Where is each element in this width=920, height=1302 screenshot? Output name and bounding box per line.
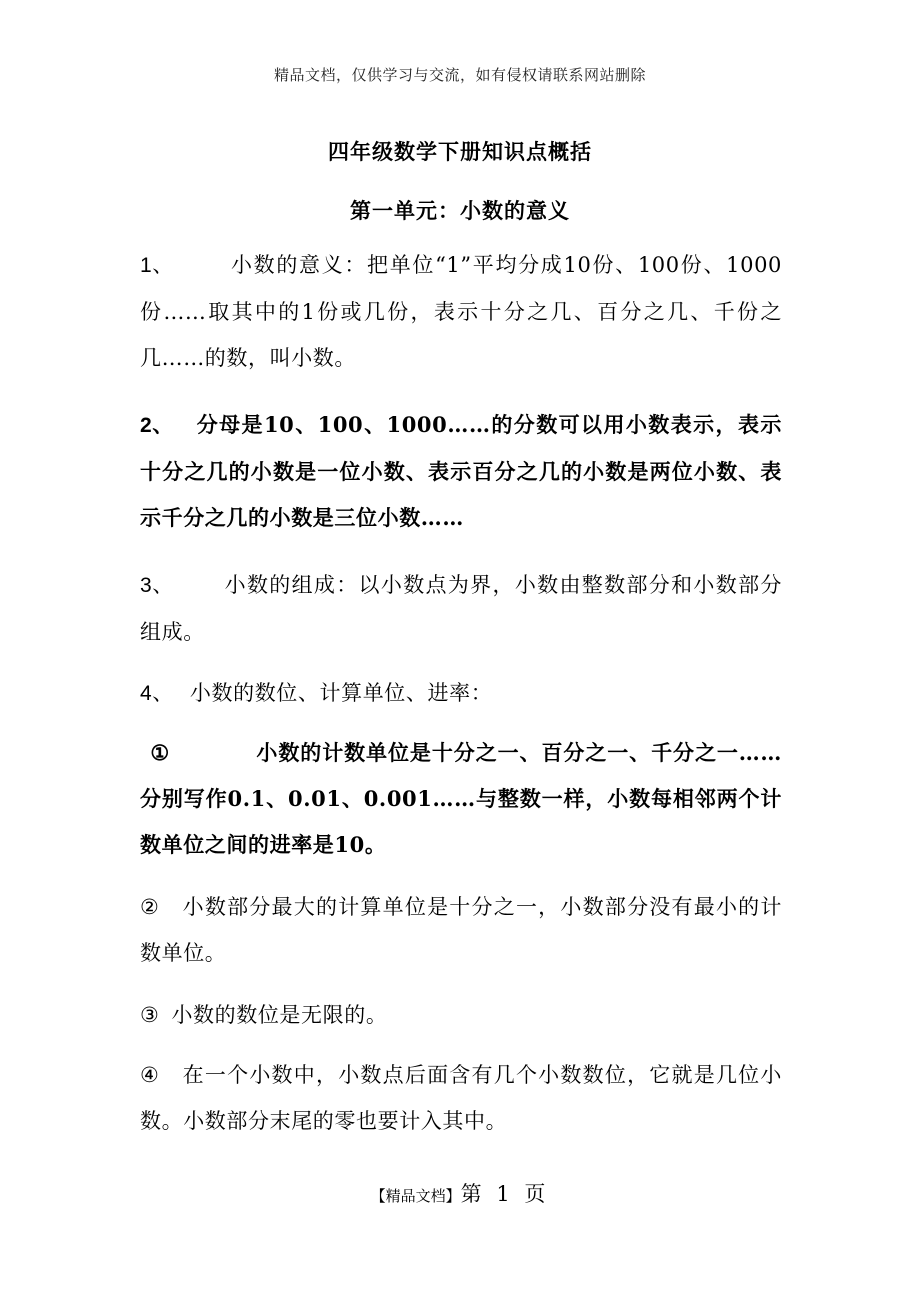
subpoint-2 [140, 884, 782, 976]
unit-title: 第一单元：小数的意义 [350, 198, 570, 223]
watermark-header: 精品文档，仅供学习与交流，如有侵权请联系网站删除 [273, 66, 646, 84]
subpoint-marker: ③ [140, 1003, 160, 1027]
section-3 [140, 562, 782, 655]
section-number: 1、 [140, 254, 174, 277]
subpoint-3 [140, 992, 782, 1038]
section-number: 3、 [140, 574, 174, 597]
section-text: 小数的组成：以小数点为界，小数由整数部分和小数部分组成。 [140, 573, 782, 644]
page-footer [0, 1178, 920, 1208]
section-text: 小数的意义：把单位“1”平均分成10份、100份、1000份……取其中的1份或几份，表示十分之几、百分之几、千份之几……的数，叫小数。 [140, 253, 782, 370]
subpoint-1 [140, 730, 782, 868]
section-number: 4、 [140, 682, 174, 705]
document-title: 四年级数学下册知识点概括 [328, 139, 592, 164]
subpoint-text: 小数的数位是无限的。 [171, 1003, 388, 1027]
section-1 [140, 242, 782, 381]
section-text: 分母是10、100、1000……的分数可以用小数表示，表示十分之几的小数是一位小数、表示百分之几的小数是两位小数、表示千分之几的小数是三位小数…… [140, 412, 782, 530]
subpoint-marker: ④ [140, 1063, 161, 1087]
subpoint-text: 在一个小数中，小数点后面含有几个小数数位，它就是几位小数。小数部分末尾的零也要计入其中。 [140, 1063, 782, 1133]
subpoint-marker: ② [140, 895, 161, 919]
section-2 [140, 402, 782, 541]
subpoint-text: 小数部分最大的计算单位是十分之一，小数部分没有最小的计数单位。 [140, 895, 782, 965]
section-number: 2、 [140, 414, 174, 437]
section-text: 小数的数位、计算单位、进率： [189, 681, 493, 705]
footer-label: 【精品文档】 [370, 1187, 461, 1205]
subpoint-marker: ① [150, 740, 171, 765]
subpoint-text: 小数的计数单位是十分之一、百分之一、千分之一……分别写作0.1、0.01、0.001……与整数一样，小数每相邻两个计数单位之间的进率是10。 [140, 740, 782, 857]
subpoint-4 [140, 1052, 782, 1144]
page-number: 第 1 页 [460, 1182, 550, 1206]
section-4 [140, 670, 782, 717]
